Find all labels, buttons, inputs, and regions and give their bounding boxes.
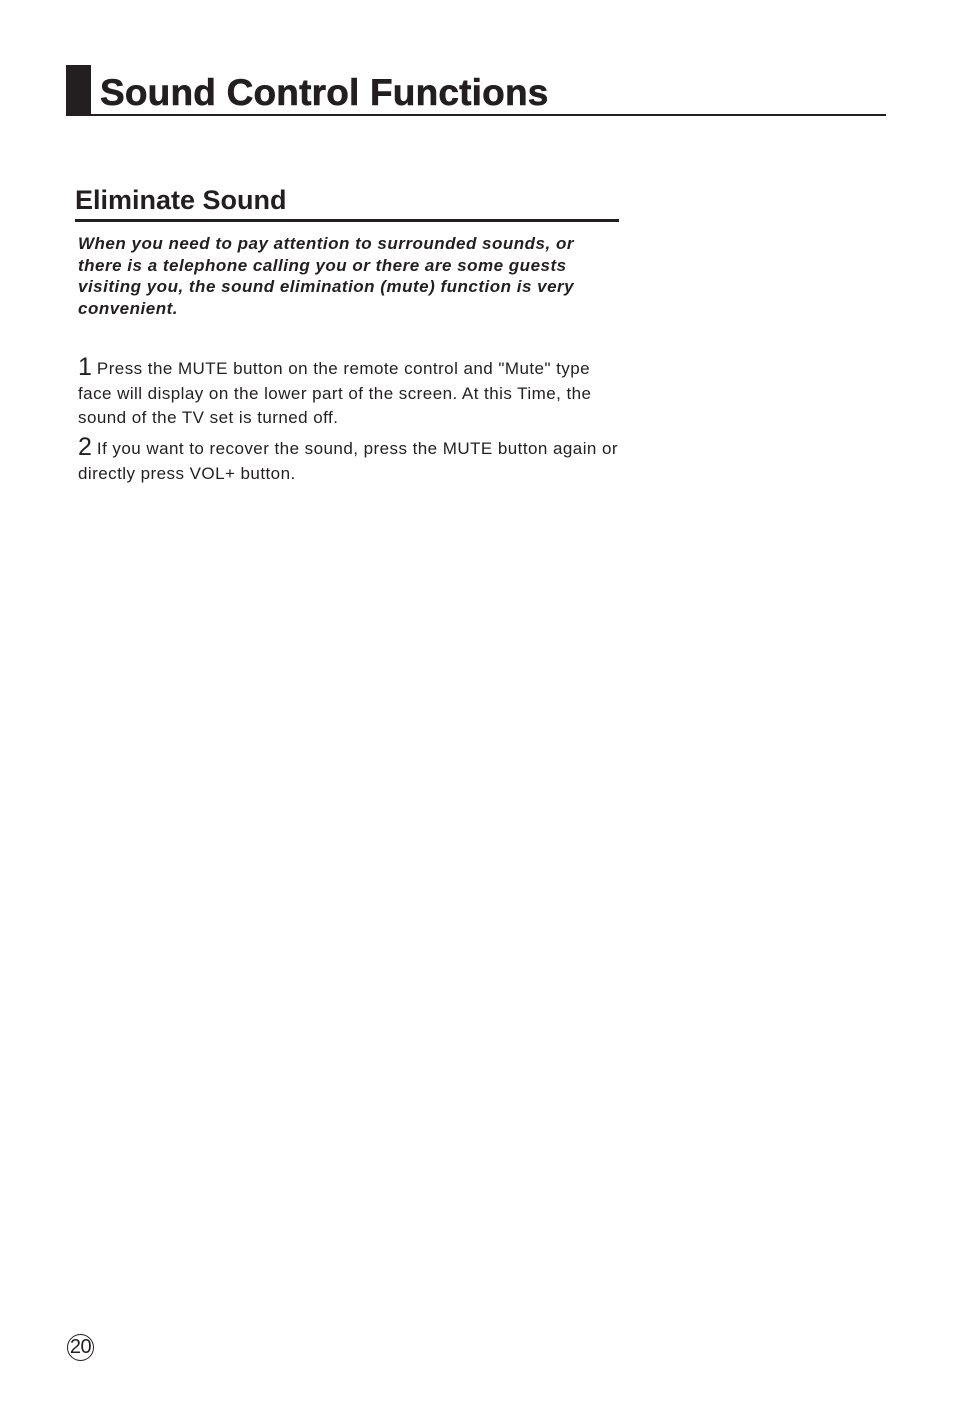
step-text: If you want to recover the sound, press the MUTE button again or directly press VOL+ button. — [78, 439, 619, 483]
step-1 — [78, 355, 623, 431]
step-2 — [78, 435, 623, 486]
step-number: 2 — [78, 433, 92, 461]
step-number: 1 — [78, 353, 92, 381]
title-marker-bar — [66, 65, 91, 115]
section-title: Eliminate Sound — [75, 185, 287, 215]
page-title: Sound Control Functions — [100, 72, 549, 113]
section-intro: When you need to pay attention to surrounded sounds, or there is a telephone calling you or there are some guests visiting you, the sound elimination (mute) function is very convenient. — [78, 234, 575, 319]
page-number: 20 — [67, 1334, 94, 1361]
title-divider — [66, 114, 886, 116]
step-text: Press the MUTE button on the remote control and "Mute" type face will display on the lower part of the screen. At this Time, the sound of the TV set is turned off. — [78, 359, 592, 427]
section-divider — [75, 219, 619, 222]
